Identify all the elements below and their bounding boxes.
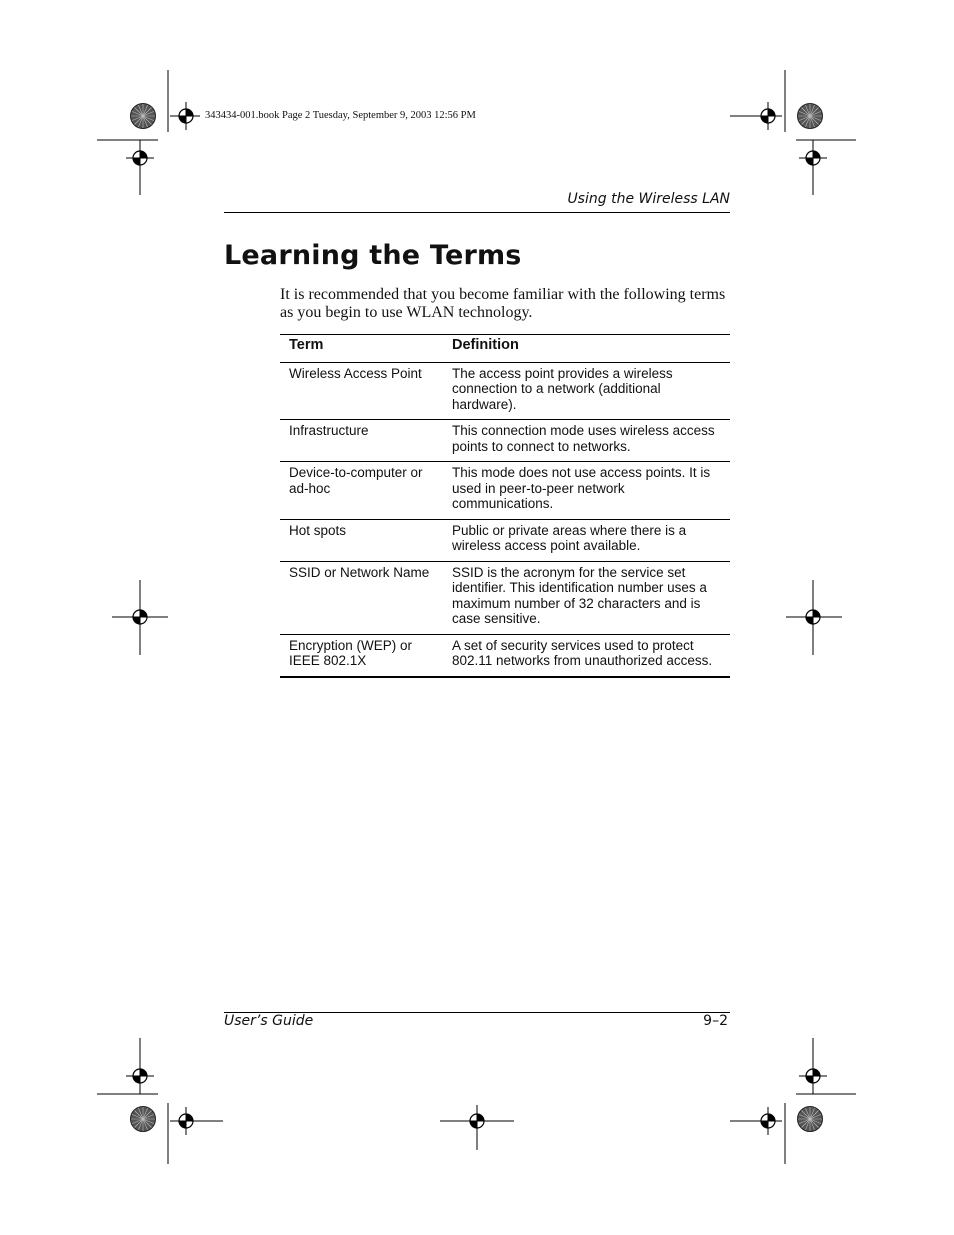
term-cell: Encryption (WEP) or IEEE 802.1X bbox=[280, 634, 443, 677]
section-title: Learning the Terms bbox=[224, 240, 522, 271]
definition-cell: SSID is the acronym for the service set identifier. This identification number uses a maximum number of 32 characters and is case sensitive. bbox=[443, 561, 730, 634]
definition-cell: This mode does not use access points. It is used in peer-to-peer network communications. bbox=[443, 462, 730, 520]
footer-title: User’s Guide bbox=[224, 1013, 314, 1029]
column-header-definition: Definition bbox=[443, 335, 730, 363]
header-rule bbox=[224, 212, 730, 213]
definition-cell: Public or private areas where there is a wireless access point available. bbox=[443, 519, 730, 561]
table-row bbox=[280, 634, 730, 677]
term-cell: Infrastructure bbox=[280, 420, 443, 462]
definition-cell: A set of security services used to protect 802.11 networks from unauthorized access. bbox=[443, 634, 730, 677]
table-header-row bbox=[280, 335, 730, 363]
term-cell: SSID or Network Name bbox=[280, 561, 443, 634]
table-row bbox=[280, 462, 730, 520]
terms-table bbox=[280, 334, 730, 678]
term-cell: Device-to-computer or ad-hoc bbox=[280, 462, 443, 520]
print-slug: 343434-001.book Page 2 Tuesday, September 9, 2003 12:56 PM bbox=[205, 110, 476, 121]
running-head: Using the Wireless LAN bbox=[567, 191, 730, 207]
table-row bbox=[280, 420, 730, 462]
definition-cell: The access point provides a wireless connection to a network (additional hardware). bbox=[443, 362, 730, 420]
table-row bbox=[280, 561, 730, 634]
table-row bbox=[280, 362, 730, 420]
term-cell: Hot spots bbox=[280, 519, 443, 561]
term-cell: Wireless Access Point bbox=[280, 362, 443, 420]
page-number: 9–2 bbox=[703, 1013, 728, 1029]
column-header-term: Term bbox=[280, 335, 443, 363]
table-row bbox=[280, 519, 730, 561]
definition-cell: This connection mode uses wireless access points to connect to networks. bbox=[443, 420, 730, 462]
intro-paragraph: It is recommended that you become familiar with the following terms as you begin to use WLAN technology. bbox=[280, 286, 726, 321]
